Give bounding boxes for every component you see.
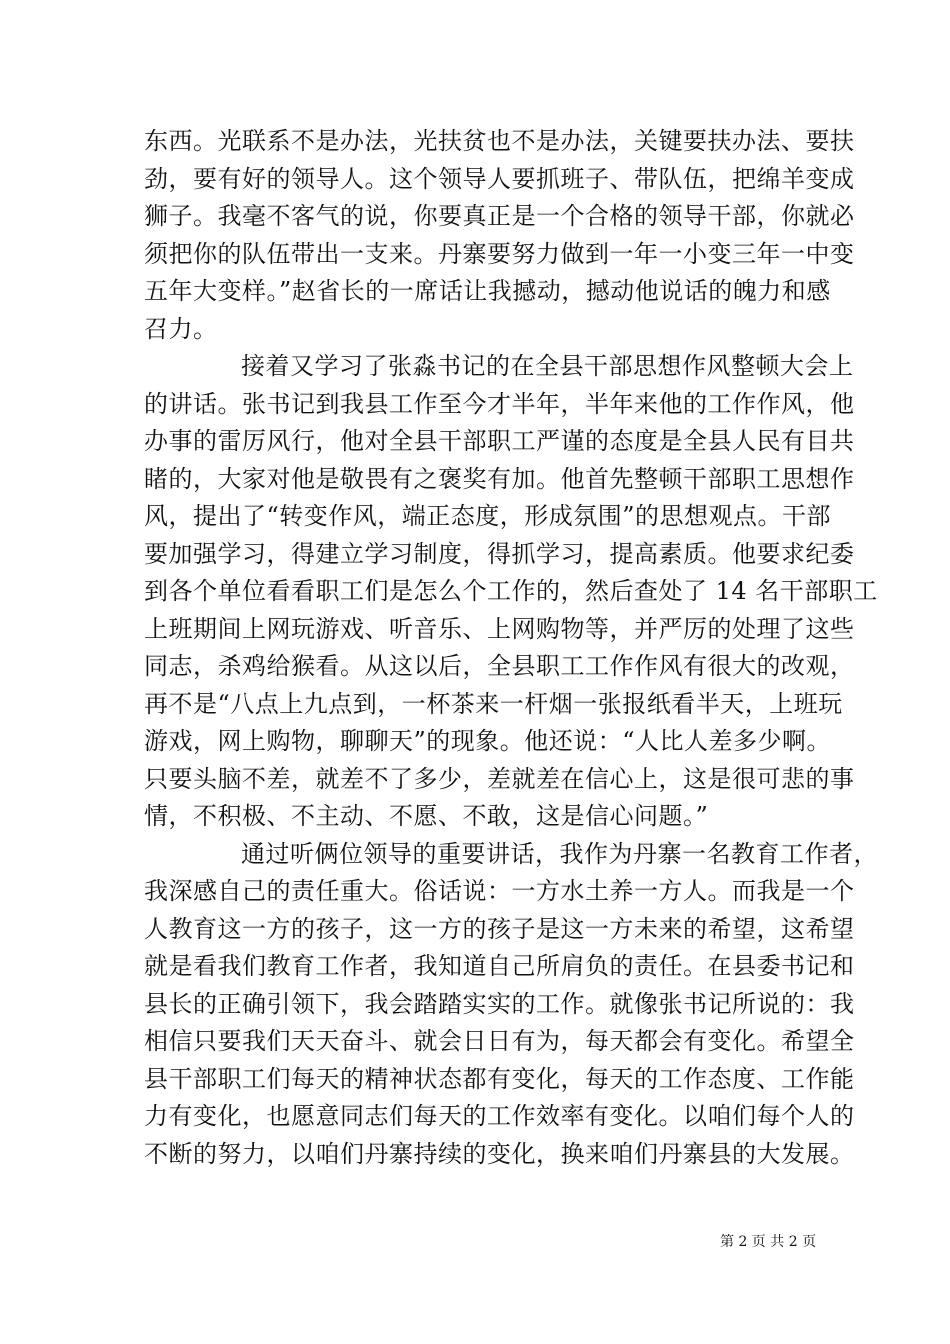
paragraph-2-line-6: 要加强学习，得建立学习制度，得抓学习，提高素质。他要求纪委	[144, 540, 855, 568]
paragraph-3-line-6: 相信只要我们天天奋斗、就会日日有为，每天都会有变化。希望全	[144, 1027, 855, 1055]
paragraph-2-line-13: 情，不积极、不主动、不愿、不敢，这是信心问题。”	[144, 802, 709, 830]
paragraph-3-line-7: 县干部职工们每天的精神状态都有变化，每天的工作态度、工作能	[144, 1065, 855, 1093]
paragraph-2-line-9: 同志，杀鸡给猴看。从这以后，全县职工工作作风有很大的改观，	[144, 652, 855, 680]
paragraph-2-line-8: 上班期间上网玩游戏、听音乐、上网购物等，并严厉的处理了这些	[144, 615, 855, 643]
paragraph-2-line-3: 办事的雷厉风行，他对全县干部职工严谨的态度是全县人民有目共	[144, 427, 855, 455]
paragraph-3-line-5: 县长的正确引领下，我会踏踏实实的工作。就像张书记所说的：我	[144, 990, 855, 1018]
paragraph-2-line-4: 睹的，大家对他是敬畏有之褒奖有加。他首先整顿干部职工思想作	[144, 465, 855, 493]
paragraph-2-line-7: 到各个单位看看职工们是怎么个工作的，然后查处了 14 名干部职工	[144, 577, 878, 605]
paragraph-2-line-12: 只要头脑不差，就差不了多少，差就差在信心上，这是很可悲的事	[144, 765, 855, 793]
paragraph-1-line-3: 狮子。我毫不客气的说，你要真正是一个合格的领导干部，你就必	[144, 202, 855, 230]
paragraph-3-line-9: 不断的努力，以咱们丹寨持续的变化，换来咱们丹寨县的大发展。	[144, 1140, 855, 1168]
paragraph-1-line-5: 五年大变样。”赵省长的一席话让我撼动，撼动他说话的魄力和感	[144, 277, 831, 305]
paragraph-1-line-6: 召力。	[144, 315, 218, 343]
paragraph-3-line-1: 通过听俩位领导的重要讲话，我作为丹寨一名教育工作者，	[241, 840, 878, 868]
paragraph-2-line-10: 再不是“八点上九点到，一杯茶来一杆烟一张报纸看半天，上班玩	[144, 690, 843, 718]
paragraph-2-line-2: 的讲话。张书记到我县工作至今才半年，半年来他的工作作风，他	[144, 390, 855, 418]
page-number-footer: 第 2 页 共 2 页	[720, 1234, 817, 1250]
paragraph-3-line-4: 就是看我们教育工作者，我知道自己所肩负的责任。在县委书记和	[144, 952, 855, 980]
paragraph-1-line-1: 东西。光联系不是办法，光扶贫也不是办法，关键要扶办法、要扶	[144, 127, 855, 155]
paragraph-1-line-2: 劲，要有好的领导人。这个领导人要抓班子、带队伍，把绵羊变成	[144, 165, 855, 193]
paragraph-2-line-11: 游戏，网上购物，聊聊天”的现象。他还说：“人比人差多少啊。	[144, 727, 832, 755]
paragraph-3-line-2: 我深感自己的责任重大。俗话说：一方水土养一方人。而我是一个	[144, 877, 855, 905]
paragraph-2-line-5: 风，提出了“转变作风，端正态度，形成氛围”的思想观点。干部	[144, 502, 832, 530]
paragraph-1-line-4: 须把你的队伍带出一支来。丹寨要努力做到一年一小变三年一中变	[144, 240, 855, 268]
paragraph-2-line-1: 接着又学习了张淼书记的在全县干部思想作风整顿大会上	[241, 352, 854, 380]
paragraph-3-line-8: 力有变化，也愿意同志们每天的工作效率有变化。以咱们每个人的	[144, 1102, 855, 1130]
paragraph-3-line-3: 人教育这一方的孩子，这一方的孩子是这一方未来的希望，这希望	[144, 915, 855, 943]
